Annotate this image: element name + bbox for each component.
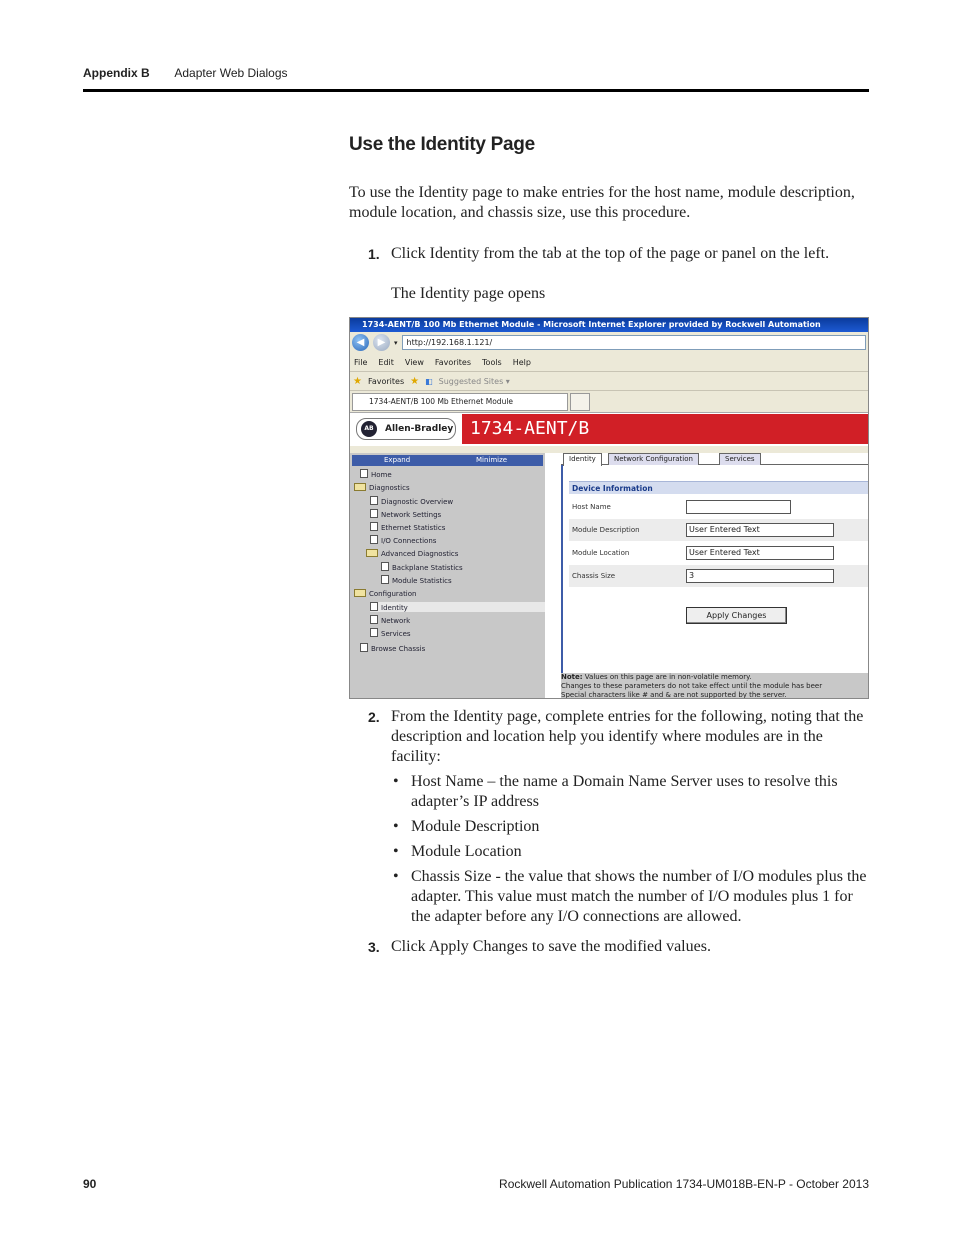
bullet-glyph: • <box>393 868 399 885</box>
menu-help[interactable]: Help <box>512 357 531 367</box>
folder-icon <box>366 549 378 557</box>
step-text: Click Identity from the tab at the top of the page or panel on the left. <box>391 245 830 262</box>
tree-configuration[interactable] <box>354 589 416 598</box>
browser-tab[interactable]: 1734-AENT/B 100 Mb Ethernet Module <box>352 393 568 411</box>
tab-services[interactable]: Services <box>719 453 761 465</box>
section-label: Adapter Web Dialogs <box>174 66 288 80</box>
host-name-row <box>569 496 868 518</box>
star-icon: ★ <box>353 375 362 387</box>
tree-ethernet-statistics[interactable] <box>370 522 445 532</box>
tree-home[interactable] <box>360 469 392 479</box>
page-icon <box>370 535 378 544</box>
expand-minimize-bar <box>352 455 543 466</box>
browser-tab-row <box>350 391 868 412</box>
tree-services[interactable] <box>370 628 411 638</box>
bullet-chassis-size <box>393 867 871 927</box>
step-1-result <box>368 284 870 304</box>
nav-panel <box>350 453 545 699</box>
back-icon[interactable]: ◀ <box>352 334 369 351</box>
tree-label: Diagnostic Overview <box>381 498 454 506</box>
appendix-label: Appendix B <box>83 66 150 80</box>
step-text: From the Identity page, complete entries for the following, noting that the description and location help you identify where modules are in the facility: <box>391 708 864 765</box>
note-line-1: Values on this page are in non-volatile memory. <box>584 673 752 681</box>
menu-view[interactable]: View <box>404 357 424 367</box>
tree-network-settings[interactable] <box>370 509 441 519</box>
tree-label: Module Statistics <box>392 577 452 585</box>
module-description-input[interactable]: User Entered Text <box>686 523 834 537</box>
tree-label: Advanced Diagnostics <box>381 550 459 558</box>
tree-label: I/O Connections <box>381 537 437 545</box>
folder-icon <box>354 483 366 491</box>
page-icon <box>381 575 389 584</box>
tree-label: Configuration <box>369 590 417 598</box>
app-banner <box>350 412 868 446</box>
tree-module-statistics[interactable] <box>381 575 452 585</box>
tree-diagnostic-overview[interactable] <box>370 496 453 506</box>
favorites-button[interactable]: Favorites <box>367 376 405 386</box>
content-frame-border <box>561 465 563 673</box>
page-icon <box>370 602 378 611</box>
bullet-module-location <box>393 842 871 862</box>
tree-label: Ethernet Statistics <box>381 524 446 532</box>
menu-file[interactable]: File <box>354 357 368 367</box>
menu-favorites[interactable]: Favorites <box>434 357 472 367</box>
device-information-header: Device Information <box>569 481 868 494</box>
tree-label: Network <box>381 617 411 625</box>
step-text: Click Apply Changes to save the modified values. <box>391 938 711 955</box>
menu-tools[interactable]: Tools <box>482 357 502 367</box>
product-title: 1734-AENT/B <box>462 414 868 444</box>
header-rule <box>83 89 869 92</box>
page-icon <box>370 628 378 637</box>
tree-label: Identity <box>381 604 408 612</box>
module-description-row <box>569 519 868 541</box>
tab-identity[interactable]: Identity <box>563 453 602 466</box>
tree-network[interactable] <box>370 615 410 625</box>
bullet-host-name <box>393 772 871 812</box>
bullet-module-description <box>393 817 871 837</box>
tree-label: Diagnostics <box>369 484 410 492</box>
tree-label: Browse Chassis <box>371 645 426 653</box>
page-number: 90 <box>83 1177 97 1191</box>
page-icon <box>370 496 378 505</box>
minimize-link[interactable]: Minimize <box>476 456 508 464</box>
page-icon <box>370 509 378 518</box>
chassis-size-input[interactable]: 3 <box>686 569 834 583</box>
logo-text: Allen-Bradley <box>385 424 454 434</box>
address-bar[interactable]: http://192.168.1.121/ <box>402 335 866 350</box>
module-location-input[interactable]: User Entered Text <box>686 546 834 560</box>
address-row <box>350 332 868 353</box>
note-label: Note: <box>561 673 583 681</box>
page-title: Use the Identity Page <box>349 134 535 155</box>
bullet-glyph: • <box>393 773 399 790</box>
step-number: 3. <box>368 939 380 955</box>
bullet-glyph: • <box>393 818 399 835</box>
page-icon <box>360 643 368 652</box>
host-name-input[interactable] <box>686 500 791 514</box>
page-icon <box>360 469 368 478</box>
identity-page-screenshot <box>349 317 869 699</box>
new-tab-button[interactable] <box>570 393 590 411</box>
host-name-label: Host Name <box>572 503 611 511</box>
intro-paragraph: To use the Identity page to make entries for the host name, module description, module location, and chassis size, use this procedure. <box>349 184 855 221</box>
tab-network-configuration[interactable]: Network Configuration <box>608 453 699 465</box>
tree-label: Home <box>371 471 392 479</box>
step-number: 1. <box>368 246 380 262</box>
menu-edit[interactable]: Edit <box>378 357 394 367</box>
window-title-bar: 1734-AENT/B 100 Mb Ethernet Module - Microsoft Internet Explorer provided by Rockwell Automation <box>350 318 868 332</box>
step-3 <box>368 937 870 957</box>
add-favorite-icon[interactable]: ★ <box>410 375 420 387</box>
step-result-text: The Identity page opens <box>391 285 546 302</box>
chassis-size-label: Chassis Size <box>572 572 616 580</box>
suggested-sites[interactable]: Suggested Sites ▾ <box>438 376 510 386</box>
page-icon <box>370 615 378 624</box>
tree-label: Network Settings <box>381 511 442 519</box>
step-number: 2. <box>368 709 380 725</box>
tree-label: Backplane Statistics <box>392 564 463 572</box>
allen-bradley-logo <box>356 418 456 440</box>
running-header <box>83 66 288 80</box>
bullet-text: Module Description <box>411 818 540 835</box>
tree-backplane-statistics[interactable] <box>381 562 463 572</box>
module-location-label: Module Location <box>572 549 630 557</box>
ab-badge-icon: AB <box>361 421 377 437</box>
bullet-text: Chassis Size - the value that shows the number of I/O modules plus the adapter. This value must match the number of I/O modules plus 1 for the adapter before any I/O connections are allowed. <box>411 868 867 925</box>
tree-advanced-diagnostics[interactable] <box>366 549 458 558</box>
content-panel <box>561 453 868 699</box>
app-body <box>350 453 868 698</box>
tree-diagnostics[interactable] <box>354 483 410 492</box>
favorites-bar <box>350 372 868 391</box>
menu-bar <box>350 353 868 372</box>
content-tabs <box>561 453 868 465</box>
publication-info: Rockwell Automation Publication 1734-UM018B-EN-P - October 2013 <box>499 1177 869 1191</box>
forward-icon[interactable]: ▶ <box>373 334 390 351</box>
dropdown-icon[interactable]: ▾ <box>394 338 398 347</box>
tree-io-connections[interactable] <box>370 535 436 545</box>
module-description-label: Module Description <box>572 526 640 534</box>
chassis-size-row <box>569 565 868 587</box>
bullet-glyph: • <box>393 843 399 860</box>
step-2 <box>368 707 870 767</box>
tree-label: Services <box>381 630 411 638</box>
note-area <box>561 673 868 699</box>
page-icon: ◧ <box>425 376 433 386</box>
module-location-row <box>569 542 868 564</box>
note-line-2: Changes to these parameters do not take effect until the module has beer <box>561 682 823 690</box>
page-icon <box>370 522 378 531</box>
page-icon <box>381 562 389 571</box>
tree-browse-chassis[interactable] <box>360 643 425 653</box>
step-1 <box>368 244 870 264</box>
bullet-text: Module Location <box>411 843 522 860</box>
tree-identity[interactable] <box>370 602 545 612</box>
folder-icon <box>354 589 366 597</box>
expand-link[interactable]: Expand <box>384 456 411 464</box>
bullet-text: Host Name – the name a Domain Name Server uses to resolve this adapter’s IP address <box>411 773 838 810</box>
apply-changes-button[interactable]: Apply Changes <box>686 607 787 624</box>
note-line-3: Special characters like # and & are not supported by the server. <box>561 691 787 699</box>
